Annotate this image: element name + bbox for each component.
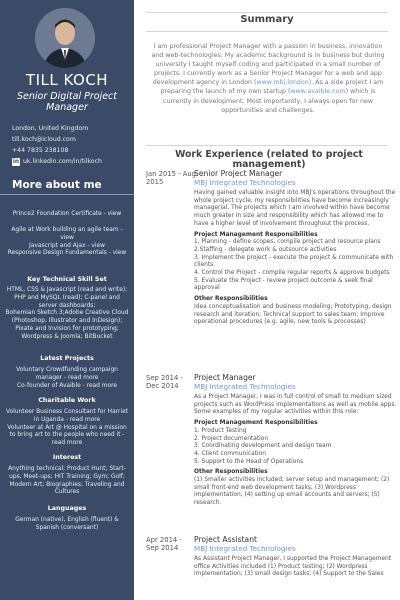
other-responsibilities-heading: Other Responsibilities — [194, 296, 268, 303]
summary-text — [148, 42, 388, 115]
project-item[interactable]: Voluntary Crowdfunding campaign manager - read more — [16, 367, 118, 381]
divider — [146, 145, 388, 146]
more-about-me-heading: More about me — [12, 179, 102, 191]
contact-block — [12, 123, 102, 167]
avatar — [35, 8, 95, 68]
person-title: Senior Digital Project Manager — [17, 91, 117, 113]
avaible-link[interactable]: www.avaible.com — [290, 88, 346, 96]
job-description — [194, 190, 397, 327]
divider — [146, 31, 388, 32]
responsibility-item: 1. Planning - define scopes, compile project and resource plans — [194, 239, 381, 246]
summary-part: ). As a side project I am preparing the launch of my own startup ( — [160, 79, 384, 96]
job-description — [194, 556, 397, 579]
other-responsibilities: Idea conceptualisation and business modeling; Prototyping, design research and iteration; Technical support to sales team; Improve operational procedures (e.g. agile, new tools & processes) — [194, 303, 392, 326]
job-title: Senior Project Manager — [194, 169, 283, 178]
interest-heading: Interest — [52, 454, 82, 461]
email-link[interactable]: till.koch@icloud.com — [12, 136, 76, 143]
linkedin-link[interactable]: uk.linkedin.com/in/tilkoch — [23, 158, 102, 165]
company-link[interactable]: MBJ Integrated Technologies — [194, 382, 296, 391]
responsibility-item: 1. Product Testing — [194, 427, 247, 434]
projects-list — [4, 367, 130, 390]
job-header — [194, 169, 397, 187]
phone-text: +44 7835 238108 — [12, 147, 69, 154]
job-intro: As Assistant Project Manager, I supported the Project Management office Activities included (1) Product testing; (2) Wordpress implementation; (3) small design tasks; (4) Support to the Sales — [194, 556, 392, 578]
person-name: TILL KOCH — [25, 71, 109, 89]
summary-part: ) which is currently in development. Most importantly, I always open for new opportunities and challenges. — [163, 88, 376, 114]
other-responsibilities-heading: Other Responsibilities — [194, 469, 268, 476]
responsibilities-heading: Project Management Responsibilities — [194, 231, 318, 238]
skills-heading: Key Technical Skill Set — [27, 276, 107, 283]
languages-text: German (native), English (fluent) & Spanish (conversant) — [15, 517, 119, 531]
course-link[interactable]: Agile at Work building an agile team - view — [11, 227, 123, 241]
job-title: Project Manager — [194, 373, 256, 382]
responsibility-item: 2. Project documentation — [194, 435, 269, 442]
responsibilities-heading: Project Management Responsibilities — [194, 420, 318, 427]
charitable-item[interactable]: Volunteer at Art @ Hospital on a mission to bring art to the people who need it - read more — [7, 424, 127, 447]
projects-heading: Latest Projects — [40, 355, 94, 362]
sidebar — [0, 0, 134, 600]
responsibility-item: 4. Control the Project - compile regular reports & approve budgets — [194, 270, 390, 277]
skills-line: Pixate and Invision for prototyping; Wordpress & Joomla; BitBucket — [15, 325, 119, 340]
responsibility-item: 3. Implement the project - execute the project & communicate with clients — [194, 254, 394, 269]
mbj-link[interactable]: www.mbj.london — [256, 79, 309, 87]
job-header — [194, 373, 397, 391]
summary-part: I am professional Project Manager with a passion in business, innovation and web-technologies. My academic background is in business but during university I taught myself coding and participated in a small number of projects. I currently work as a Senior Project Manager for a web and app development agency in London ( — [151, 43, 385, 87]
summary-heading: Summary — [240, 14, 294, 25]
course-links — [4, 227, 130, 258]
charitable-list — [4, 409, 130, 448]
responsibility-item: 3. Coordinating development and design team — [194, 443, 332, 450]
job-header — [194, 535, 397, 553]
responsibility-item: 4. Client communication — [194, 450, 266, 457]
other-responsibilities: (1) Smaller activities included; server setup and management; (2) small front-end web development tasks; (3) Wordpress implementation; (4) setting up email accounts and servers; (5) research. — [194, 477, 390, 507]
company-link[interactable]: MBJ Integrated Technologies — [194, 544, 296, 553]
main-content — [134, 0, 400, 600]
job-intro: As a Project Manager, I was in full control of small to medium sized projects such as WordPress implementations as well as mobile apps. Some examples of my regular activities within this role: — [194, 394, 397, 416]
skills-line: Bohemian Sketch 3;Adobe Creative Cloud (Photoshop, Illustrator and InDesign); — [5, 310, 129, 325]
responsibility-item: 2.Staffing - delegate work & outsource activities — [194, 246, 337, 253]
charitable-item[interactable]: Volunteer Business Consultant for Harriet in Uganda - read more — [5, 409, 129, 423]
skills-list — [4, 287, 130, 342]
work-experience-heading: Work Experience (related to project management) — [175, 149, 363, 170]
linkedin-row[interactable] — [12, 156, 102, 167]
company-link[interactable]: MBJ Integrated Technologies — [194, 178, 296, 187]
job-date: Sep 2014 - Dec 2014 — [146, 374, 183, 391]
location-text: London, United Kingdom — [12, 125, 89, 132]
divider — [146, 12, 388, 13]
course-link[interactable]: Javascript and Ajax - view — [29, 242, 105, 249]
divider — [0, 194, 134, 195]
course-link[interactable]: Responsive Design Fundamentals - view — [7, 250, 127, 257]
charitable-heading: Charitable Work — [38, 397, 96, 404]
languages-heading: Languages — [47, 505, 87, 512]
job-date: Jan 2015 - Aug 2015 — [146, 170, 196, 187]
responsibility-item: 5. Support to the Head of Operations — [194, 458, 304, 465]
job-date: Apr 2014 - Sep 2014 — [146, 536, 182, 553]
interest-text: Anything technical; Product Hunt; Start-ups, Meet-ups; HIT Training; Gym; Golf; Modern Art; Biographies; Traveling and Cultures — [8, 466, 126, 496]
linkedin-icon: in — [12, 157, 20, 165]
project-item[interactable]: Co-founder of Avaible - read more — [17, 382, 117, 389]
job-description — [194, 394, 397, 508]
certification-link[interactable]: Prince2 Foundation Certificate - view — [12, 211, 122, 217]
job-title: Project Assistant — [194, 535, 257, 544]
job-intro: Having gained valuable insight into MBJ's operations throughout the whole project cycle, my responsibilities have become increasingly managerial. The projects which I am involved within have become much greater in size and responsibility which has allowed me to have a higher level of involvement throughout the process. — [194, 190, 396, 227]
responsibility-item: 5. Evaluate the Project - review project outcome & seek final approval — [194, 277, 373, 292]
skills-line: HTML, CSS & Javascript (read and write); PHP and MySQL (read); C-panel and server dashboards; — [6, 287, 128, 309]
